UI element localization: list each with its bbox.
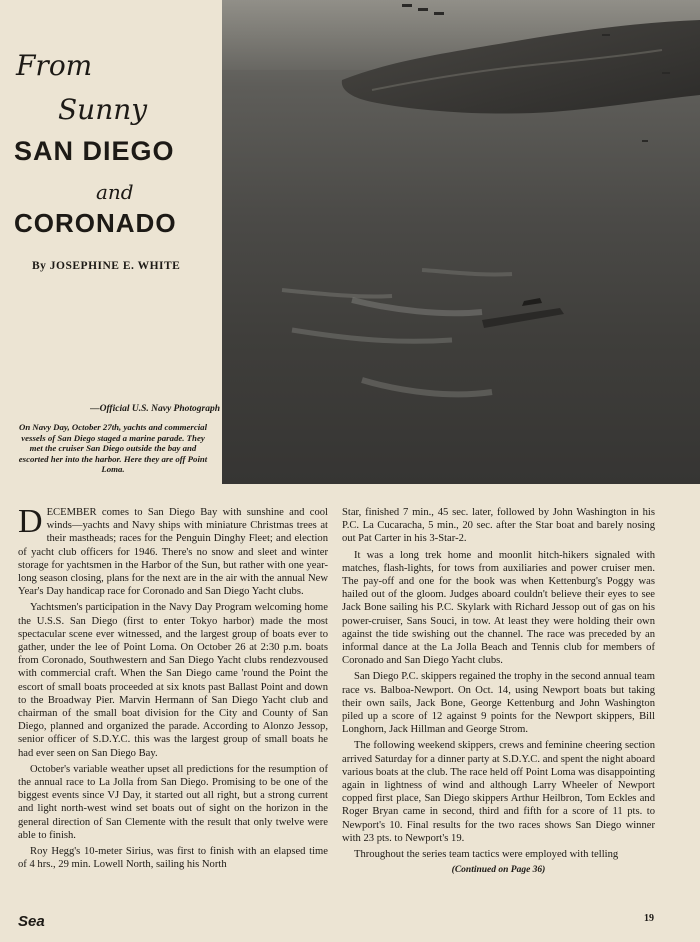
aerial-photo-illustration [222, 0, 700, 484]
article-column-right [342, 506, 655, 877]
aerial-photo [222, 0, 700, 484]
title-from: From [16, 49, 93, 82]
title-sunny: Sunny [58, 93, 148, 126]
article-paragraph: The following weekend skippers, crews and feminine cheering section arrived Saturday for a dinner party at S.D.Y.C. and spent the night aboard various boats at the club. The race held off Point Loma was disappointing again in lightness of wind and although Larry Wheeler of Newport copped first place, San Diego skippers Arthur Heilbron, Tom Eckles and Roger Bryan came in second, third and fifth for a score of 11 pts. to Newport's 10. Final results for the two races shows San Diego winner with 23 pts. to Newport's 19. [342, 740, 655, 844]
article-paragraph: Throughout the series team tactics were employed with telling [354, 849, 619, 861]
title-and: and [96, 180, 134, 204]
article-paragraph: DECEMBER comes to San Diego Bay with sunshine and cool winds—yachts and Navy ships with miniature Christmas trees at their mastheads; races for the Penguin Dinghy Fleet; and election of yacht club officers for 1946. There's no snow and sleet and winter storage for yachtsmen in the Harbor of the Sun, but rather with one year-long season closing, plans for the next are in the air with the annual New Year's Day handicap race for Coronado and San Diego Yacht clubs. [18, 503, 328, 598]
article-paragraph: October's variable weather upset all predictions for the resumption of the annual race to La Jolla from San Diego. Promising to be one of the biggest events since VJ Day, it started out all right, but a strong current and light north-west wind set boats out of sight on the horizon in the general direction of San Clemente with the result that only twelve were able to finish. [18, 763, 328, 841]
article-paragraph: San Diego P.C. skippers regained the trophy in the second annual team race vs. Balboa-Newport. On Oct. 14, using Newport boats but taking their own sails, Jack Bone, George Kettenburg and John Washington piled up a score of 12 against 9 points for the Newport skippers, Bill Longhorn, Jack Hillman and George Strom. [342, 671, 655, 736]
continued-note: (Continued on Page 36) [451, 865, 546, 876]
article-paragraph: Yachtsmen's participation in the Navy Day Program welcoming home the U.S.S. San Diego (first to enter Tokyo harbor) made the most spectacular scene ever witnessed, and the largest group of boats ever to gather, under the lee of Point Loma. On October 26 at 2:30 p.m. boats from Coronado, Southwestern and San Diego Yacht clubs rendezvoused with commercial craft. When the San Diego came 'round the Point the escort of small boats proceeded at six knots past Ballast Point and down to the Broadway Pier. Marvin Hermann of San Diego Yacht club and chairman of the small boat division for the City and County of San Diego, planned and organized the parade. According to Alonzo Jessop, senior officer of S.D.Y.C. this was the largest group of small boats he had ever seen on San Diego Bay. [18, 602, 328, 759]
article-paragraph: Roy Hegg's 10-meter Sirius, was first to finish with an elapsed time of 4 hrs., 29 min. Lowell North, sailing his North [18, 846, 328, 871]
title-san-diego: SAN DIEGO [14, 136, 175, 166]
byline: By JOSEPHINE E. WHITE [32, 260, 181, 272]
article-paragraph: It was a long trek home and moonlit hitch-hikers signaled with matches, flash-lights, for tows from auxiliaries and power cruiser men. The pay-off and one for the book was when Kettenburg's Poggy was hailed out of the gloom. Judges aboard couldn't believe their eyes to see Jack Bone sailing his P.C. Skylark with Richard Jessop out of gas on his power-cruiser, Sans Souci, in tow. At least they were holding their own against the tide swishing out the channel. The race was preceded by an informal dance at the La Jolla Beach and Tennis club for members of Coronado and San Diego Yacht clubs. [342, 549, 655, 667]
magazine-name: Sea [18, 913, 45, 930]
article-paragraph: Star, finished 7 min., 45 sec. later, followed by John Washington in his P.C. La Cucaracha, 5 min., 20 sec. after the Star boat and barely nosing out Pat Carter in his 3-Star-2. [342, 507, 655, 545]
article-column-left [18, 503, 328, 874]
photo-credit: —Official U.S. Navy Photograph [90, 404, 220, 414]
photo-caption: On Navy Day, October 27th, yachts and commercial vessels of San Diego staged a marine parade. They met the cruiser San Diego outside the bay and escorted her into the harbor. Here they are off Point Loma. [18, 422, 208, 474]
page-number: 19 [644, 913, 654, 924]
drop-cap: D [18, 503, 43, 540]
title-coronado: CORONADO [14, 208, 177, 238]
